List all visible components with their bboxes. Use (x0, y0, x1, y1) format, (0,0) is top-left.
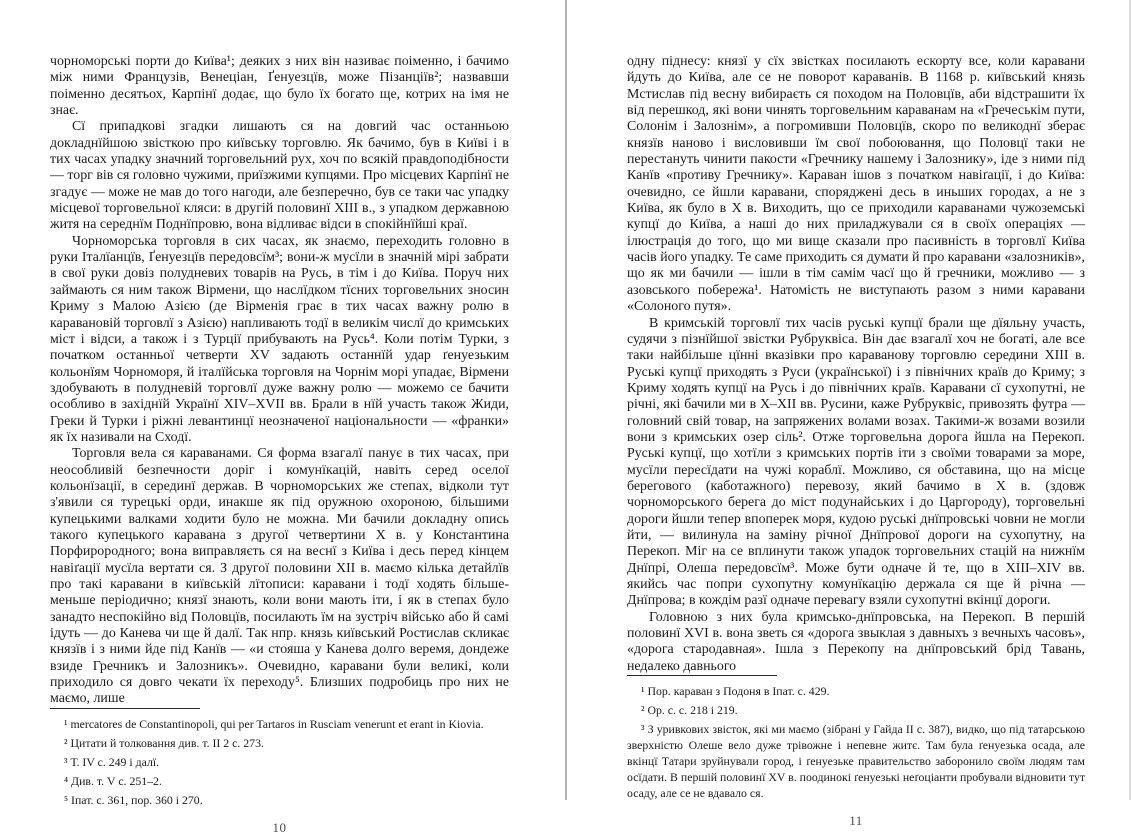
left-page-text (50, 54, 509, 708)
page-right (565, 0, 1131, 829)
footnote-rule (627, 675, 777, 676)
paragraph: В кримській торговлї тих часів руські купцї брали ще дїяльну участь, судячи з пізнїйшої звістки Рубруквіса. Він дає взагалї хоч не богаті, але все таки найбільше цїнні вказівки про караванову торговлю середини XIII в. Руські купцї приходять з Руси (української) і з північних країв до Криму; з Криму ходять купцї на Русь і до північних країв. Каравани сї сухопутні, не річні, які бачили ми в X–XII вв. Русини, каже Рубруквіс, привозять футра — головний свій товар, на запряжених волами возах. Такими-ж возами возили вони з кримських озер сіль². Отже торговельна дорога йшла на Перекоп. Руські купцї, що хотїли з кримських портів іти з своїми товарами за море, мусїли пересїдати на чужі кораблї. Можливо, ся обставина, що на місце берегового (каботажного) перевозу, який бачимо в X в. (здовж чорноморського берега до міст подунайських і до Царгороду), торговельні дороги йшли тепер впоперек моря, кудою руські днїпровські човни не могли йти, — вилинула на заміну річної Днїпрової дороги на сухопутну, на Перекоп. Міг на се вплинути також упадок торговельних стацій на нижнїм Днїпрі, Олеша передовсїм³. Може бути одначе й те, що в XIII–XIV вв. якийсь час попри сухопутну комунїкацію держала ся ще й річна — Днїпрова; в кождім разї одначе перевагу взяли сухопутні вкінцї дороги. (627, 315, 1085, 609)
footnote: ³ Т. IV с. 249 і далї. (64, 754, 160, 769)
footnote: ¹ Пор. караван з Подоня в Іпат. с. 429. (641, 684, 830, 699)
left-page-footnotes (50, 716, 509, 808)
right-page-text (627, 54, 1085, 675)
right-page-footnotes (627, 683, 1085, 801)
paragraph: чорноморські порти до Київа¹; деяких з них він називає поіменно, і бачимо між ними Французів, Венеціан, Ґенуезцїв, може Пізанціїв²; назвавши поіменно десятьох, Карпінї додає, що було їх богато ще, котрих на імя не знає. (50, 54, 509, 119)
footnote: ² Ор. с. с. 218 і 219. (641, 703, 738, 718)
paragraph: Чорноморська торговля в сих часах, як знаємо, переходить головно в руки Італїанцїв, Ґенуезцїв передовсїм³; вони-ж мусїли в значній мірі забрати в свої руки довіз полудневих товарів на Русь, в тім і до Київа. Поруч них займають ся ним також Вірмени, що наслїдком тїсних торговельних зносин Криму з Малою Азією (де Вірменія грає в тих часах важну ролю в каравановій торговлї з Азією) напливають тодї в великім числї до кримських міст і відси, а також і з Турції прибувають на Русь⁴. Коли потім Турки, з початком останньої четверти XV задають останнїй удар ґенуезьким кольонїям Чорноморя, й італїйська торговля на Чорнім морі упадає, Вірмени здобувають в полудневій торговлї дуже важну ролю — можемо се бачити особливо в західнїй Українї XIV–XVII вв. Брали в нїй участь також Жиди, Греки й Турки і ріжні левантинцї неозначеної національности — «франки» як їх називали на Сходї. (50, 233, 509, 445)
page-number: 10 (272, 819, 287, 835)
footnote: ⁵ Іпат. с. 361, пор. 360 і 270. (64, 792, 203, 807)
paragraph: Сї припадкові згадки лишають ся на довгий час останньою докладнїйшою звісткою про київську торговлю. Як бачимо, був в Київі і в тих часах упадку значний торговельний рух, хоч по всякій правдоподібности — торг вів ся головно чужими, приїзжими купцями. Про місцевих Карпінї не згадує — може не мав до того нагоди, але безперечно, був се таки час упадку місцевої торговельної кляси: в другій половинї XIII в., з упадком державною житя на середнїм Поднїпровю, вона відливає відси в спокійнїйші краї. (50, 119, 509, 233)
footnote: ⁴ Див. т. V с. 251–2. (64, 773, 162, 788)
footnote: ² Цитати й толковання див. т. II 2 с. 273. (64, 735, 264, 750)
paragraph: Головною з них була кримсько-днїпровська, на Перекоп. В першій половинї XVI в. вона зветь ся «дорога звыклая з давныхъ з вечныхъ часовъ», «дорога стародавная». Ішла з Перекопу на днїпровський брід Тавань, недалеко давнього (627, 609, 1085, 674)
footnote: ³ З уривкових звісток, які ми маємо (зібрані у Гайда II с. 387), видко, що під татарською зверхністю Олеше вело дуже трівожне і непевне житє. Там була ґенуезька осада, але вкінцї Татари зруйнували город, і ґенуезьке правительство заборонило своїм людям там осїдати. В першій половинї XV в. поодинокі ґенуезькі неґоціанти пробували відновити тут осаду, але се не вдавало ся. (627, 722, 1085, 801)
page-left (0, 0, 565, 835)
paragraph: одну піднесу: князї у сїх звістках посилають ескорту все, коли каравани йдуть до Київа, але се не поворот караванів. В 1168 р. київський князь Мстислав під весну вибираєть ся походом на Половцїв, аби відстрашити їх від перешкод, які вони чинять торговельним караванам на «Гречеськім пути, Солонім і Залознім», а погромивши Половцїв, скоро по великоднї зберає князїв наново і висловивши їм свої побоювання, що Половцї таки не перестануть чинити пакости «Гречнику нашему і Залознику», іде з ними під Канїв «противу Гречнику». Караван ішов з початком навіґації, і до Київа: очевидно, се йшли каравани, споряджені десь в иньших городах, а не з Київа, як було в X в. Виходить, що се приходили караванами чужоземські купцї до Київа, а наші до них приладжували ся в своїх операціях — ілюстрація до того, що ми вище сказали про пасивність в торговлї Київа часів його упадку. Те саме приходить ся думати й про каравани «залозників», що як ми бачили — ішли в тім самім часї що й гречники, можливо — з азовського побережа¹. Натомість не виступають разом з ними каравани «Солоного путя». (627, 54, 1085, 315)
page-number: 11 (849, 813, 863, 829)
right-page-footer (627, 675, 1085, 829)
left-page-footer (50, 708, 509, 836)
footnote: ¹ mercatores de Constantinopoli, qui per Tartaros in Rusciam venerunt et erant in Kiovia. (64, 716, 484, 731)
paragraph: Торговля вела ся караванами. Ся форма взагалї панує в тих часах, при неособливій безпечности доріг і комунїкацій, навіть серед оселої кольонїзації, в серединї держав. В чорноморських же степах, відколи тут з'явили ся турецькі орди, инакше як під оружною охороною, більшими купецькими валками ходити було не можна. Ми бачили докладну опись такого купецького каравана з другої четвертини X в. у Константина Порфирородного; вона виправляєть ся на веснї з Київа і десь перед кінцем навіґації мусїла вертати ся. З другої половини XII в. маємо кілька детайлїв про такі каравани в київській лїтописи: каравани і тодї ходять більше-меньше періодично; князї знають, коли вони мають іти, і як в степах було занадто неспокійно від Половцїв, посилають їм на зустріч військо або й самі ідуть — до Канева чи ще й далї. Так нпр. князь київський Ростислав скликає князїв і з ними йде під Канїв — «и стояша у Канева долго веремя, дондеже взиде Гречникъ и Залозникъ». Очевидно, каравани були великі, коли приходило ся довго чекати їх переходу⁵. Близших подробиць про них не маємо, лише (50, 446, 509, 707)
footnote-rule (50, 708, 200, 709)
